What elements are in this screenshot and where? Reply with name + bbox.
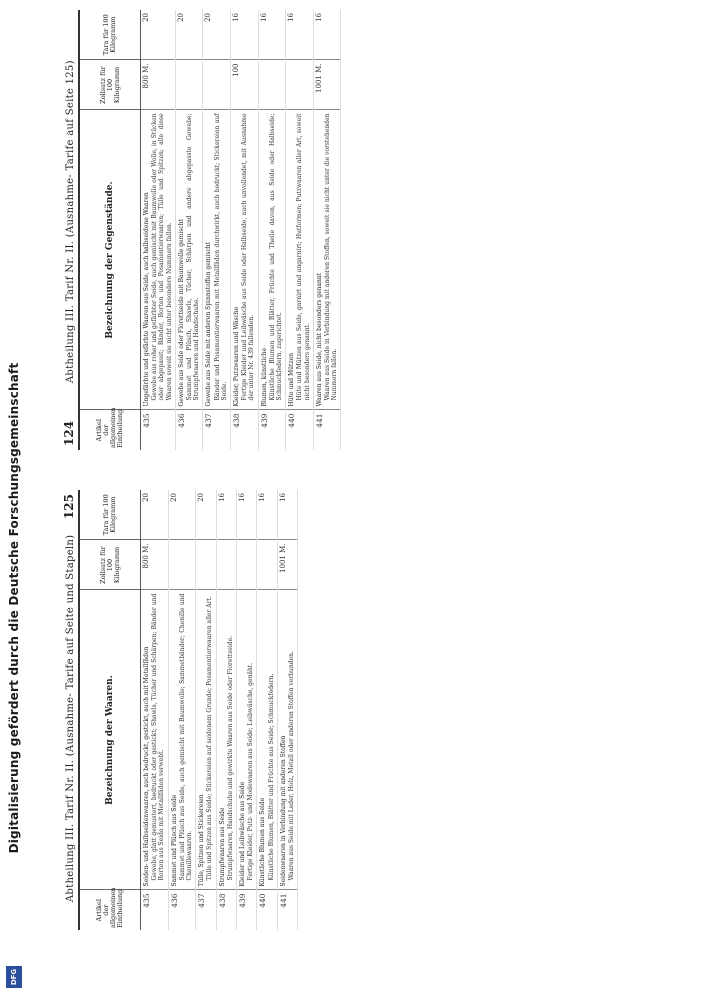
item-heading: Seidenwaaren in Verbindung mit anderen Stoffen xyxy=(279,735,287,887)
table-row xyxy=(168,490,196,930)
tare-rate: 16 xyxy=(313,10,341,60)
tare-rate: 20 xyxy=(203,10,231,60)
item-description xyxy=(203,110,231,410)
duty-rate xyxy=(286,60,314,110)
item-text: Bänder und Posamentierwaaren mit Metallfäden durchwirkt, auch bedruckt; Stickereien auf Seide. xyxy=(213,113,228,401)
dfg-logo: DFG xyxy=(6,966,22,988)
header-article: Artikel der allgemeinen Eintheilung xyxy=(79,890,141,930)
item-description xyxy=(175,110,203,410)
item-heading: Gewebe aus Seide mit anderen Spinnstoffen gemischt xyxy=(205,241,213,407)
credit-text: Digitalisierung gefördert durch die Deutsche Forschungsgemeinschaft xyxy=(7,362,21,854)
tariff-table xyxy=(78,490,298,930)
item-heading: Künstliche Blumen aus Seide xyxy=(259,797,267,887)
item-text: Sammet und Plüsch, Shawls, Tücher, Schärpen und andere abgepasste Gewebe; Strumpfwaaren und Handschuhe. xyxy=(186,113,201,401)
header-article: Artikel der allgemeinen Eintheilung xyxy=(79,410,141,450)
item-description xyxy=(258,110,286,410)
article-number: 441 xyxy=(313,410,341,450)
article-number: 436 xyxy=(175,410,203,450)
item-description xyxy=(141,590,169,890)
table-row xyxy=(141,490,169,930)
item-heading: Kleider, Putzwaaren und Wäsche xyxy=(233,306,241,407)
item-description xyxy=(196,590,216,890)
page-number: 125 xyxy=(62,494,76,520)
article-number: 435 xyxy=(141,890,169,930)
table-row xyxy=(313,10,341,450)
tare-rate: 20 xyxy=(196,490,216,540)
item-heading: Gewebe aus Seide oder Florettseide mit Baumwolle gemischt xyxy=(177,219,185,407)
header-tare: Tara für 100 Kilogramm xyxy=(79,490,141,540)
duty-rate xyxy=(237,540,257,590)
duty-rate xyxy=(203,60,231,110)
article-number: 439 xyxy=(258,410,286,450)
header-tare: Tara für 100 Kilogramm xyxy=(79,10,141,60)
tare-rate: 16 xyxy=(277,490,297,540)
table-row xyxy=(203,10,231,450)
item-text: Sammet und Plüsch aus Seide, auch gemischt mit Baumwolle; Sammetbänder; Chenille und Chenillewaaren. xyxy=(178,593,194,881)
duty-rate: 100 xyxy=(231,60,259,110)
header-duty: Zollsatz für 100 Kilogramm xyxy=(79,540,141,590)
item-text: Waaren aus Seide mit Leder, Holz, Metall oder anderen Stoffen verbunden. xyxy=(288,651,296,881)
tare-rate: 16 xyxy=(237,490,257,540)
item-heading: Waaren aus Seide, nicht besonders genannt xyxy=(315,272,323,407)
item-text: Künstliche Blumen und Blätter, Früchte und Theile davon, aus Seide oder Halbseide; Schmuckfedern, zugerichtet. xyxy=(268,113,284,401)
item-description xyxy=(231,110,259,410)
article-number: 437 xyxy=(203,410,231,450)
running-title: Abtheilung III. Tarif Nr. II. (Ausnahme- Tarife auf Seite und Stapeln) xyxy=(65,534,76,903)
table-row xyxy=(196,490,216,930)
article-number: 440 xyxy=(257,890,277,930)
item-heading: Kleider und Leibwäsche aus Seide xyxy=(239,781,247,887)
item-description xyxy=(216,590,236,890)
table-row xyxy=(286,10,314,450)
tare-rate: 16 xyxy=(258,10,286,60)
item-text: Künstliche Blumen, Blätter und Früchte aus Seide; Schmuckfedern. xyxy=(267,673,275,881)
duty-rate: 800 M. xyxy=(141,540,169,590)
page-left xyxy=(50,10,707,450)
item-text: Waaren aus Seide in Verbindung mit anderen Stoffen, soweit sie nicht unter die vorstehenden Nummern fallen. xyxy=(324,113,339,401)
item-text: Hüte und Mützen aus Seide, garnirt und ungarnirt; Hutformen; Putzwaaren aller Art, soweit nicht besonders genannt. xyxy=(296,113,311,401)
item-text: Gewebe, glatt gemustert, bedruckt oder gestickt; Shawls, Tücher und Schärpen; Bänder und Borten aus Seide mit Metallfäden verwebt. xyxy=(151,593,166,881)
table-row xyxy=(237,490,257,930)
tare-rate: 20 xyxy=(141,10,176,60)
page-right xyxy=(50,490,707,930)
table-row xyxy=(231,10,259,450)
item-text: Fertige Kleider, Putz- und Modewaaren aus Seide; Leibwäsche, genäht. xyxy=(247,662,255,881)
item-heading: Tülle, Spitzen und Stickereien xyxy=(198,794,206,887)
digitization-credit xyxy=(0,0,28,1000)
duty-rate: 1001 M. xyxy=(313,60,341,110)
article-number: 441 xyxy=(277,890,297,930)
item-text: Gewebe aus roher und gefärbter Seide, auch gemischt mit Baumwolle oder Wolle, in Stücken oder abgepasst; Bänder, Borten und Posamentierwaaren; Tülle und Spitzen; alle diese Waaren soweit sie nicht unter besondere Nummern fallen. xyxy=(151,113,173,401)
item-description xyxy=(313,110,341,410)
duty-rate xyxy=(257,540,277,590)
item-heading: Blumen, künstliche xyxy=(260,347,268,407)
header-description: Bezeichnung der Gegenstände. xyxy=(79,110,141,410)
item-description xyxy=(237,590,257,890)
item-text: Fertige Kleider und Leibwäsche aus Seide oder Halbseide, auch unvollendet, mit Ausnahme der unter Nr. 439 fallenden. xyxy=(241,113,256,401)
item-description xyxy=(286,110,314,410)
item-heading: Hüte und Mützen xyxy=(288,353,296,407)
table-row xyxy=(258,10,286,450)
table-row xyxy=(257,490,277,930)
tare-rate: 16 xyxy=(231,10,259,60)
duty-rate xyxy=(258,60,286,110)
item-description xyxy=(257,590,277,890)
article-number: 440 xyxy=(286,410,314,450)
tariff-table xyxy=(78,10,341,450)
running-head xyxy=(50,490,78,930)
duty-rate xyxy=(196,540,216,590)
tare-rate: 16 xyxy=(286,10,314,60)
tare-rate: 16 xyxy=(257,490,277,540)
item-text: Strumpfwaaren, Handschuhe und gewirkte Waaren aus Seide oder Florettseide. xyxy=(226,635,234,881)
header-duty: Zollsatz für 100 Kilogramm xyxy=(79,60,141,110)
running-head xyxy=(50,10,78,450)
item-heading: Strumpfwaaren aus Seide xyxy=(218,807,226,887)
table-row xyxy=(277,490,297,930)
tare-rate: 20 xyxy=(175,10,203,60)
tare-rate: 16 xyxy=(216,490,236,540)
item-heading: Ungefärbte und gefärbte Waaren aus Seide, auch halbseidene Waaren xyxy=(143,192,150,407)
item-heading: Seiden- und Halbseidenwaaren, auch bedruckt, gestickt, auch mit Metallfäden xyxy=(143,646,150,887)
page-number: 124 xyxy=(62,420,76,446)
item-description xyxy=(168,590,196,890)
article-number: 436 xyxy=(168,890,196,930)
table-row xyxy=(175,10,203,450)
duty-rate xyxy=(168,540,196,590)
article-number: 438 xyxy=(216,890,236,930)
article-number: 437 xyxy=(196,890,216,930)
item-description xyxy=(141,110,176,410)
tare-rate: 20 xyxy=(168,490,196,540)
article-number: 438 xyxy=(231,410,259,450)
table-row xyxy=(216,490,236,930)
article-number: 435 xyxy=(141,410,176,450)
item-description xyxy=(277,590,297,890)
duty-rate: 800 M. xyxy=(141,60,176,110)
tare-rate: 20 xyxy=(141,490,169,540)
duty-rate xyxy=(175,60,203,110)
duty-rate xyxy=(216,540,236,590)
header-description: Bezeichnung der Waaren. xyxy=(79,590,141,890)
item-heading: Sammet und Plüsch aus Seide xyxy=(170,794,178,887)
item-text: Tülle und Spitzen aus Seide; Stickereien auf seidenem Grunde; Posamentierwaaren aller Art. xyxy=(206,596,214,881)
article-number: 439 xyxy=(237,890,257,930)
running-title: Abtheilung III. Tarif Nr. II. (Ausnahme- Tarife auf Seite 125) xyxy=(65,60,76,384)
table-row xyxy=(141,10,176,450)
duty-rate: 1001 M. xyxy=(277,540,297,590)
